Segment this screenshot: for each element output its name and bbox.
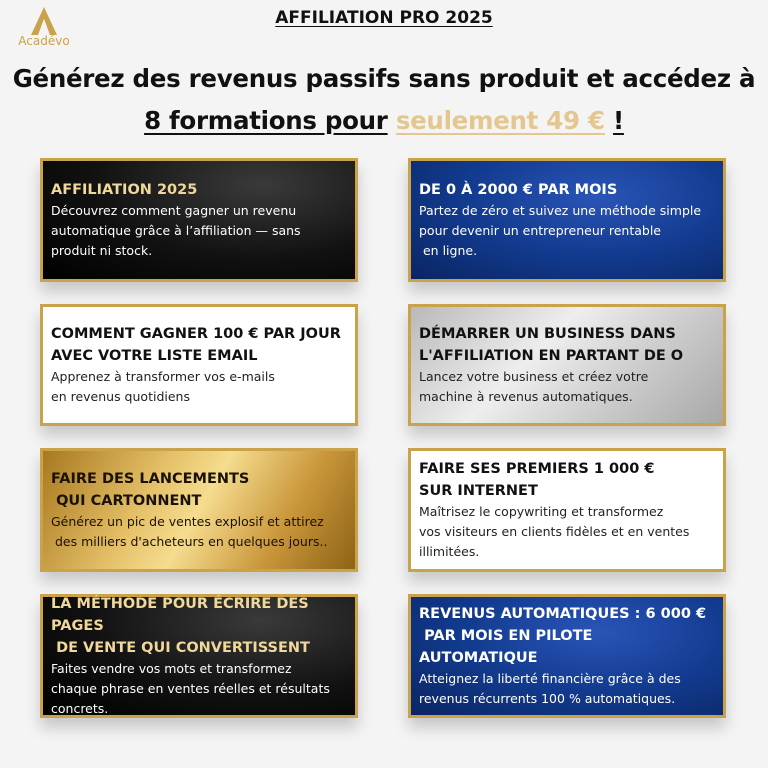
course-card-title: REVENUS AUTOMATIQUES : 6 000 € PAR MOIS EN PILOTE AUTOMATIQUE [419,606,707,666]
headline-line2 [0,100,768,142]
headline-line2-end: ! [613,106,624,135]
course-card-title: AFFILIATION 2025 [51,182,198,198]
course-card-title: LA MÉTHODE POUR ÉCRIRE DES PAGES DE VENTE QUI CONVERTISSENT [51,596,310,656]
course-card-description: Découvrez comment gagner un revenu automatique grâce à l’affiliation — sans produit ni stock. [51,203,301,258]
course-card-description: Lancez votre business et créez votre machine à revenus automatiques. [419,369,649,404]
course-card-launches [40,448,358,572]
course-card-0-to-2000 [408,158,726,282]
course-card-description: Atteignez la liberté financière grâce à des revenus récurrents 100 % automatiques. [419,671,681,706]
course-card-title: COMMENT GAGNER 100 € PAR JOUR AVEC VOTRE LISTE EMAIL [51,326,341,364]
course-card-description: Faites vendre vos mots et transformez chaque phrase en ventes réelles et résultats concrets. [51,661,330,716]
course-card-sales-pages [40,594,358,718]
course-card-affiliation-2025 [40,158,358,282]
page-title: AFFILIATION PRO 2025 [275,8,493,28]
course-card-description: Maîtrisez le copywriting et transformez vos visiteurs en clients fidèles et en ventes illimitées. [419,504,690,559]
course-card-description: Générez un pic de ventes explosif et attirez des milliers d'acheteurs en quelques jours.. [51,514,328,549]
course-card-email-list [40,304,358,426]
headline [0,58,768,142]
course-card-start-business [408,304,726,426]
brand-name: Acadévo [18,34,70,48]
course-card-first-1000 [408,448,726,572]
course-card-title: DE 0 À 2000 € PAR MOIS [419,182,618,198]
course-card-title: FAIRE SES PREMIERS 1 000 € SUR INTERNET [419,461,655,499]
course-card-automatic-revenue [408,594,726,718]
course-card-description: Apprenez à transformer vos e-mails en revenus quotidiens [51,369,275,404]
headline-line2-start: 8 formations pour [144,106,388,135]
headline-line1: Générez des revenus passifs sans produit et accédez à [12,64,756,93]
course-card-title: DÉMARRER UN BUSINESS DANS L'AFFILIATION EN PARTANT DE O [419,326,684,364]
headline-price: seulement 49 € [395,106,605,135]
course-card-description: Partez de zéro et suivez une méthode simple pour devenir un entrepreneur rentable en ligne. [419,203,702,258]
course-card-title: FAIRE DES LANCEMENTS QUI CARTONNENT [51,471,250,509]
